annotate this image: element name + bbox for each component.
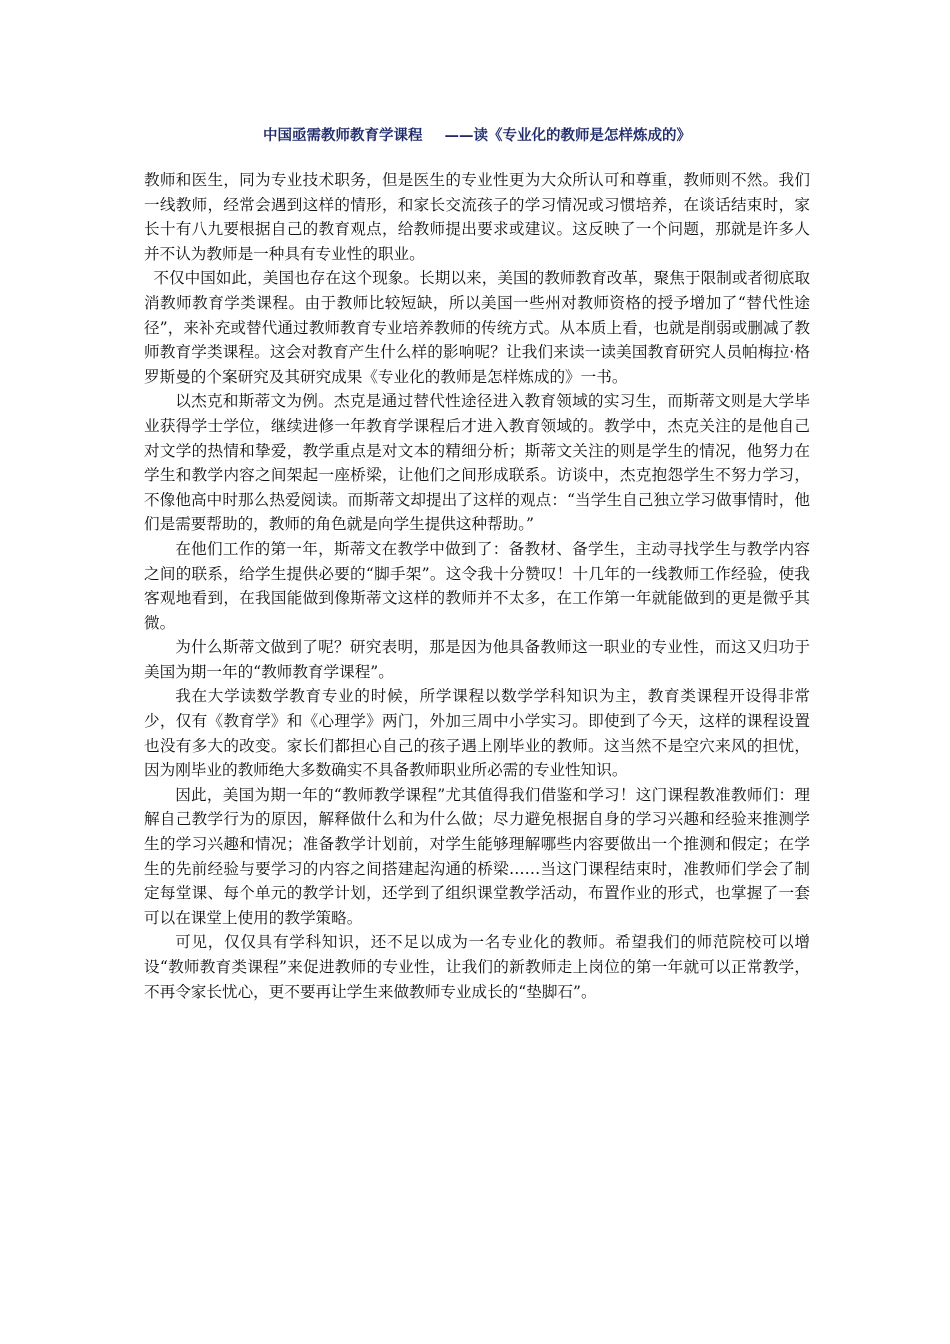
paragraph-2: 不仅中国如此，美国也存在这个现象。长期以来，美国的教师教育改革，聚焦于限制或者彻底取消教师教育学类课程。由于教师比较短缺，所以美国一些州对教师资格的授予增加了“替代性途径”，来补充或替代通过教师教育专业培养教师的传统方式。从本质上看，也就是削弱或删减了教师教育学类课程。这会对教育产生什么样的影响呢？让我们来读一读美国教育研究人员帕梅拉·格罗斯曼的个案研究及其研究成果《专业化的教师是怎样炼成的》一书。 <box>144 269 810 386</box>
document-page <box>144 126 810 1004</box>
paragraph-4: 在他们工作的第一年，斯蒂文在教学中做到了：备教材、备学生，主动寻找学生与教学内容之间的联系，给学生提供必要的“脚手架”。这令我十分赞叹！十几年的一线教师工作经验，使我客观地看到，在我国能做到像斯蒂文这样的教师并不太多，在工作第一年就能做到的更是微乎其微。 <box>144 539 810 632</box>
document-title <box>144 126 810 146</box>
paragraph-7: 因此，美国为期一年的“教师教学课程”尤其值得我们借鉴和学习！这门课程教准教师们：理解自己教学行为的原因，解释做什么和为什么做；尽力避免根据自身的学习兴趣和经验来推测学生的学习兴趣和情况；准备教学计划前，对学生能够理解哪些内容要做出一个推测和假定；在学生的先前经验与要学习的内容之间搭建起沟通的桥梁……当这门课程结束时，准教师们学会了制定每堂课、每个单元的教学计划，还学到了组织课堂教学活动，布置作业的形式，也掌握了一套可以在课堂上使用的教学策略。 <box>144 785 810 927</box>
title-subtitle: ——读《专业化的教师是怎样炼成的》 <box>444 128 691 144</box>
paragraph-3: 以杰克和斯蒂文为例。杰克是通过替代性途径进入教育领域的实习生，而斯蒂文则是大学毕业获得学士学位，继续进修一年教育学课程后才进入教育领域的。教学中，杰克关注的是他自己对文学的热情和挚爱，教学重点是对文本的精细分析；斯蒂文关注的则是学生的情况，他努力在学生和教学内容之间架起一座桥梁，让他们之间形成联系。访谈中，杰克抱怨学生不努力学习，不像他高中时那么热爱阅读。而斯蒂文却提出了这样的观点：“当学生自己独立学习做事情时，他们是需要帮助的，教师的角色就是向学生提供这种帮助。” <box>144 392 810 534</box>
document-body <box>144 168 810 1004</box>
paragraph-6: 我在大学读数学教育专业的时候，所学课程以数学学科知识为主，教育类课程开设得非常少，仅有《教育学》和《心理学》两门，外加三周中小学实习。即使到了今天，这样的课程设置也没有多大的改变。家长们都担心自己的孩子遇上刚毕业的教师。这当然不是空穴来风的担忧，因为刚毕业的教师绝大多数确实不具备教师职业所必需的专业性知识。 <box>144 687 810 780</box>
paragraph-5: 为什么斯蒂文做到了呢？研究表明，那是因为他具备教师这一职业的专业性，而这又归功于美国为期一年的“教师教育学课程”。 <box>144 638 810 681</box>
paragraph-1: 教师和医生，同为专业技术职务，但是医生的专业性更为大众所认可和尊重，教师则不然。我们一线教师，经常会遇到这样的情形，和家长交流孩子的学习情况或习惯培养，在谈话结束时，家长十有八九要根据自己的教育观点，给教师提出要求或建议。这反映了一个问题，那就是许多人并不认为教师是一种具有专业性的职业。 <box>144 171 810 263</box>
paragraph-8: 可见，仅仅具有学科知识，还不足以成为一名专业化的教师。希望我们的师范院校可以增设“教师教育类课程”来促进教师的专业性，让我们的新教师走上岗位的第一年就可以正常教学，不再令家长忧心，更不要再让学生来做教师专业成长的“垫脚石”。 <box>144 933 810 1001</box>
title-main: 中国亟需教师教育学课程 <box>263 128 423 144</box>
